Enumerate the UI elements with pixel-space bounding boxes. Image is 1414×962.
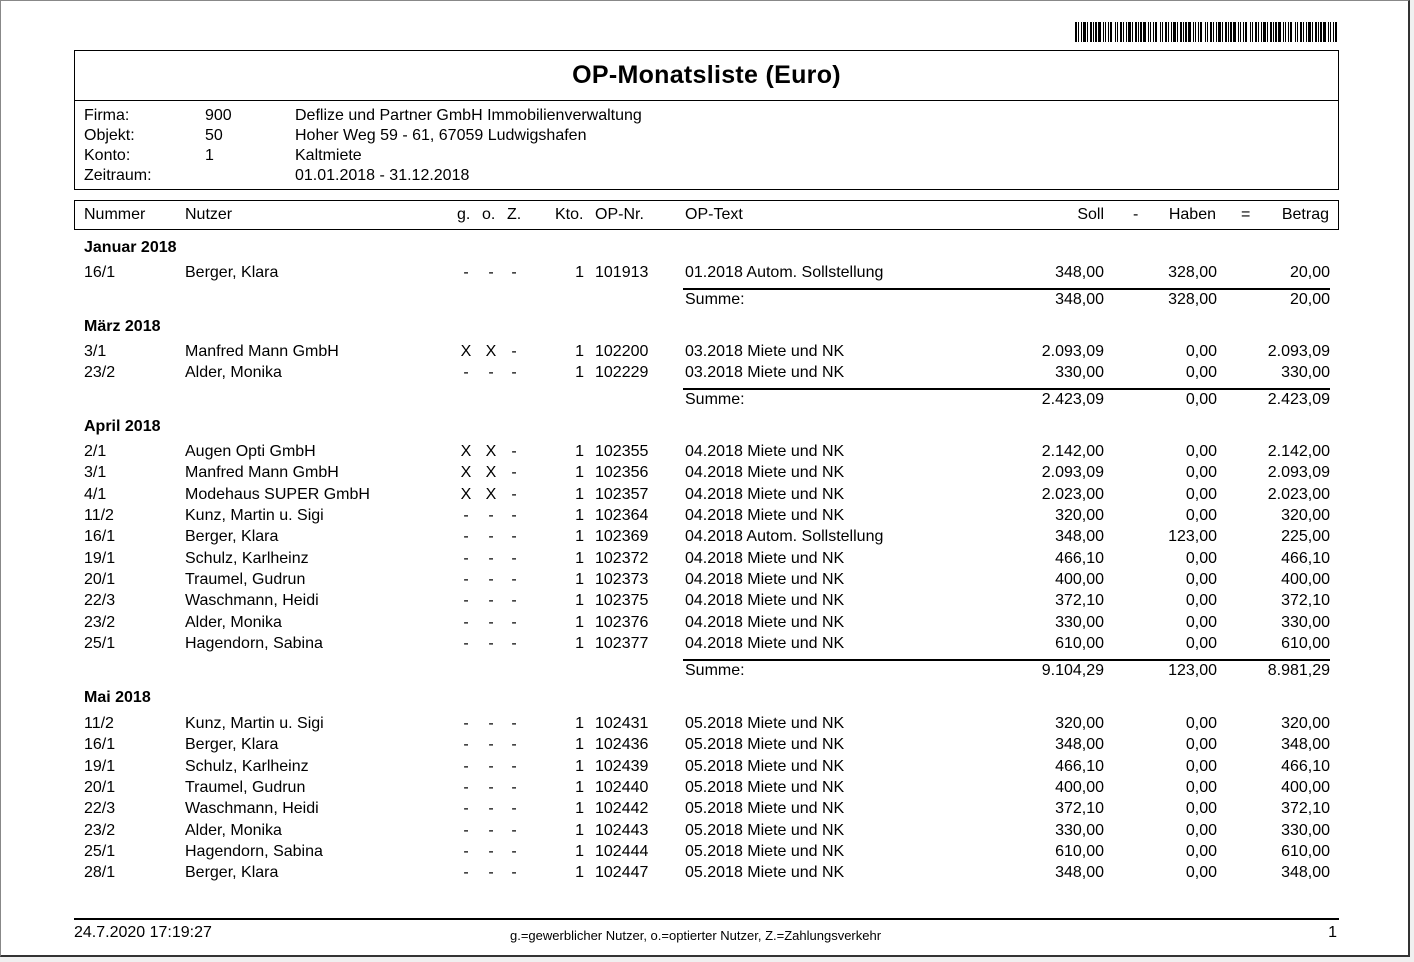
cell-nummer: 3/1	[84, 464, 107, 481]
sum-soll: 348,00	[1055, 291, 1104, 308]
header-value-konto-nr: 1	[205, 147, 214, 164]
cell-opnr: 102372	[595, 550, 649, 567]
cell-g: -	[463, 800, 469, 817]
cell-z: -	[511, 800, 517, 817]
cell-haben: 0,00	[1185, 758, 1217, 775]
cell-optext: 04.2018 Miete und NK	[685, 571, 845, 588]
cell-g: -	[463, 779, 469, 796]
sum-haben: 328,00	[1168, 291, 1217, 308]
header-value-objekt-addr: Hoher Weg 59 - 61, 67059 Ludwigshafen	[295, 127, 587, 144]
cell-o: -	[488, 758, 494, 775]
cell-soll: 330,00	[1055, 822, 1104, 839]
cell-soll: 610,00	[1055, 843, 1104, 860]
cell-z: -	[511, 571, 517, 588]
cell-haben: 0,00	[1185, 507, 1217, 524]
cell-kto: 1	[575, 715, 584, 732]
cell-optext: 03.2018 Miete und NK	[685, 343, 845, 360]
cell-opnr: 102377	[595, 635, 649, 652]
cell-haben: 123,00	[1168, 528, 1217, 545]
sum-divider	[683, 388, 1330, 390]
cell-haben: 0,00	[1185, 843, 1217, 860]
cell-o: -	[488, 736, 494, 753]
cell-kto: 1	[575, 486, 584, 503]
cell-g: -	[463, 507, 469, 524]
cell-nutzer: Berger, Klara	[185, 264, 279, 281]
cell-kto: 1	[575, 550, 584, 567]
cell-soll: 348,00	[1055, 528, 1104, 545]
cell-nutzer: Traumel, Gudrun	[185, 779, 306, 796]
cell-haben: 0,00	[1185, 592, 1217, 609]
cell-betrag: 372,10	[1281, 800, 1330, 817]
header-label-zeitraum: Zeitraum:	[84, 167, 152, 184]
sum-label: Summe:	[685, 291, 745, 308]
col-opnr: OP-Nr.	[595, 206, 644, 223]
cell-opnr: 102369	[595, 528, 649, 545]
cell-g: -	[463, 264, 469, 281]
cell-betrag: 610,00	[1281, 635, 1330, 652]
cell-o: -	[488, 614, 494, 631]
cell-haben: 0,00	[1185, 800, 1217, 817]
cell-haben: 328,00	[1168, 264, 1217, 281]
cell-nummer: 20/1	[84, 779, 116, 796]
cell-betrag: 330,00	[1281, 614, 1330, 631]
cell-nummer: 2/1	[84, 443, 107, 460]
cell-o: X	[485, 443, 497, 460]
cell-betrag: 225,00	[1281, 528, 1330, 545]
cell-opnr: 102431	[595, 715, 649, 732]
cell-optext: 05.2018 Miete und NK	[685, 822, 845, 839]
header-label-objekt: Objekt:	[84, 127, 135, 144]
cell-nutzer: Manfred Mann GmbH	[185, 343, 339, 360]
cell-z: -	[511, 736, 517, 753]
cell-haben: 0,00	[1185, 864, 1217, 881]
cell-optext: 05.2018 Miete und NK	[685, 779, 845, 796]
month-group-title: April 2018	[84, 418, 161, 435]
cell-z: -	[511, 343, 517, 360]
cell-betrag: 348,00	[1281, 736, 1330, 753]
cell-nutzer: Waschmann, Heidi	[185, 592, 319, 609]
cell-soll: 320,00	[1055, 507, 1104, 524]
cell-optext: 04.2018 Miete und NK	[685, 507, 845, 524]
col-g: g.	[457, 206, 471, 223]
cell-o: -	[488, 822, 494, 839]
cell-nutzer: Schulz, Karlheinz	[185, 550, 309, 567]
cell-betrag: 2.093,09	[1267, 464, 1330, 481]
cell-o: X	[485, 486, 497, 503]
cell-betrag: 348,00	[1281, 864, 1330, 881]
cell-kto: 1	[575, 614, 584, 631]
cell-haben: 0,00	[1185, 736, 1217, 753]
cell-optext: 04.2018 Miete und NK	[685, 592, 845, 609]
cell-haben: 0,00	[1185, 779, 1217, 796]
cell-betrag: 610,00	[1281, 843, 1330, 860]
cell-z: -	[511, 550, 517, 567]
cell-z: -	[511, 822, 517, 839]
cell-soll: 320,00	[1055, 715, 1104, 732]
sum-label: Summe:	[685, 391, 745, 408]
cell-opnr: 102357	[595, 486, 649, 503]
col-o: o.	[482, 206, 496, 223]
cell-g: -	[463, 758, 469, 775]
cell-nummer: 16/1	[84, 736, 116, 753]
cell-g: -	[463, 592, 469, 609]
cell-optext: 04.2018 Miete und NK	[685, 550, 845, 567]
cell-kto: 1	[575, 343, 584, 360]
cell-nutzer: Hagendorn, Sabina	[185, 843, 323, 860]
cell-kto: 1	[575, 779, 584, 796]
cell-g: -	[463, 614, 469, 631]
cell-o: X	[485, 343, 497, 360]
cell-opnr: 102447	[595, 864, 649, 881]
sum-label: Summe:	[685, 662, 745, 679]
footer-legend: g.=gewerblicher Nutzer, o.=optierter Nutzer, Z.=Zahlungsverkehr	[510, 928, 882, 943]
sum-betrag: 2.423,09	[1267, 391, 1330, 408]
cell-opnr: 102356	[595, 464, 649, 481]
cell-z: -	[511, 843, 517, 860]
cell-opnr: 102444	[595, 843, 649, 860]
sum-soll: 9.104,29	[1041, 662, 1104, 679]
cell-opnr: 101913	[595, 264, 649, 281]
cell-soll: 330,00	[1055, 614, 1104, 631]
cell-opnr: 102436	[595, 736, 649, 753]
cell-kto: 1	[575, 571, 584, 588]
cell-kto: 1	[575, 507, 584, 524]
cell-soll: 330,00	[1055, 364, 1104, 381]
cell-betrag: 330,00	[1281, 364, 1330, 381]
col-nutzer: Nutzer	[185, 206, 233, 223]
cell-soll: 400,00	[1055, 779, 1104, 796]
cell-g: X	[460, 486, 472, 503]
cell-o: X	[485, 464, 497, 481]
cell-betrag: 320,00	[1281, 507, 1330, 524]
cell-haben: 0,00	[1185, 550, 1217, 567]
cell-kto: 1	[575, 843, 584, 860]
cell-betrag: 372,10	[1281, 592, 1330, 609]
cell-g: -	[463, 635, 469, 652]
cell-g: -	[463, 571, 469, 588]
cell-z: -	[511, 592, 517, 609]
sum-betrag: 8.981,29	[1267, 662, 1330, 679]
cell-opnr: 102229	[595, 364, 649, 381]
cell-soll: 348,00	[1055, 736, 1104, 753]
cell-optext: 05.2018 Miete und NK	[685, 864, 845, 881]
cell-haben: 0,00	[1185, 443, 1217, 460]
cell-haben: 0,00	[1185, 486, 1217, 503]
footer-page-number: 1	[1328, 924, 1337, 941]
cell-haben: 0,00	[1185, 364, 1217, 381]
col-minus: -	[1133, 206, 1139, 223]
cell-nutzer: Traumel, Gudrun	[185, 571, 306, 588]
cell-soll: 2.142,00	[1041, 443, 1104, 460]
cell-soll: 348,00	[1055, 264, 1104, 281]
cell-optext: 04.2018 Miete und NK	[685, 635, 845, 652]
cell-z: -	[511, 443, 517, 460]
cell-kto: 1	[575, 758, 584, 775]
cell-nutzer: Alder, Monika	[185, 614, 282, 631]
cell-o: -	[488, 800, 494, 817]
footer-divider	[74, 918, 1339, 920]
cell-betrag: 2.142,00	[1267, 443, 1330, 460]
month-group-title: Mai 2018	[84, 689, 151, 706]
cell-kto: 1	[575, 864, 584, 881]
col-betrag: Betrag	[1281, 206, 1329, 223]
cell-opnr: 102443	[595, 822, 649, 839]
cell-haben: 0,00	[1185, 822, 1217, 839]
cell-optext: 01.2018 Autom. Sollstellung	[685, 264, 884, 281]
cell-g: X	[460, 343, 472, 360]
cell-nutzer: Alder, Monika	[185, 364, 282, 381]
cell-betrag: 466,10	[1281, 550, 1330, 567]
cell-betrag: 2.023,00	[1267, 486, 1330, 503]
cell-haben: 0,00	[1185, 571, 1217, 588]
cell-kto: 1	[575, 635, 584, 652]
cell-kto: 1	[575, 800, 584, 817]
cell-o: -	[488, 528, 494, 545]
cell-nutzer: Augen Opti GmbH	[185, 443, 316, 460]
header-label-konto: Konto:	[84, 147, 131, 164]
cell-o: -	[488, 635, 494, 652]
cell-optext: 04.2018 Autom. Sollstellung	[685, 528, 884, 545]
cell-nummer: 3/1	[84, 343, 107, 360]
cell-opnr: 102375	[595, 592, 649, 609]
cell-opnr: 102440	[595, 779, 649, 796]
cell-optext: 04.2018 Miete und NK	[685, 464, 845, 481]
cell-z: -	[511, 507, 517, 524]
cell-nummer: 11/2	[84, 715, 114, 732]
cell-g: -	[463, 843, 469, 860]
sum-betrag: 20,00	[1289, 291, 1330, 308]
cell-optext: 05.2018 Miete und NK	[685, 800, 845, 817]
cell-soll: 348,00	[1055, 864, 1104, 881]
cell-nutzer: Kunz, Martin u. Sigi	[185, 715, 324, 732]
cell-opnr: 102439	[595, 758, 649, 775]
cell-o: -	[488, 843, 494, 860]
cell-kto: 1	[575, 443, 584, 460]
cell-z: -	[511, 864, 517, 881]
report-title: OP-Monatsliste (Euro)	[75, 51, 1338, 101]
cell-soll: 2.023,00	[1041, 486, 1104, 503]
cell-opnr: 102373	[595, 571, 649, 588]
cell-kto: 1	[575, 822, 584, 839]
sum-haben: 0,00	[1185, 391, 1217, 408]
cell-nummer: 16/1	[84, 528, 116, 545]
cell-z: -	[511, 635, 517, 652]
month-group-title: März 2018	[84, 318, 161, 335]
cell-o: -	[488, 571, 494, 588]
cell-optext: 05.2018 Miete und NK	[685, 843, 845, 860]
cell-o: -	[488, 715, 494, 732]
cell-nutzer: Berger, Klara	[185, 528, 279, 545]
cell-optext: 03.2018 Miete und NK	[685, 364, 845, 381]
cell-optext: 05.2018 Miete und NK	[685, 736, 845, 753]
cell-g: -	[463, 864, 469, 881]
cell-optext: 04.2018 Miete und NK	[685, 443, 845, 460]
col-optext: OP-Text	[685, 206, 743, 223]
cell-g: -	[463, 550, 469, 567]
col-kto: Kto.	[555, 206, 584, 223]
col-z: Z.	[507, 206, 522, 223]
cell-soll: 2.093,09	[1041, 343, 1104, 360]
cell-haben: 0,00	[1185, 715, 1217, 732]
cell-opnr: 102442	[595, 800, 649, 817]
sum-divider	[683, 288, 1330, 290]
cell-z: -	[511, 758, 517, 775]
cell-opnr: 102355	[595, 443, 649, 460]
cell-kto: 1	[575, 464, 584, 481]
cell-nummer: 4/1	[84, 486, 107, 503]
cell-kto: 1	[575, 264, 584, 281]
cell-z: -	[511, 715, 517, 732]
cell-nummer: 11/2	[84, 507, 114, 524]
cell-haben: 0,00	[1185, 635, 1217, 652]
col-soll: Soll	[1077, 206, 1104, 223]
cell-opnr: 102200	[595, 343, 649, 360]
cell-g: X	[460, 443, 472, 460]
cell-z: -	[511, 614, 517, 631]
cell-nutzer: Waschmann, Heidi	[185, 800, 319, 817]
cell-nutzer: Berger, Klara	[185, 736, 279, 753]
cell-haben: 0,00	[1185, 343, 1217, 360]
cell-optext: 04.2018 Miete und NK	[685, 486, 845, 503]
cell-nutzer: Alder, Monika	[185, 822, 282, 839]
cell-betrag: 20,00	[1289, 264, 1330, 281]
cell-o: -	[488, 507, 494, 524]
cell-nummer: 22/3	[84, 592, 116, 609]
footer-datetime: 24.7.2020 17:19:27	[74, 924, 212, 941]
cell-betrag: 330,00	[1281, 822, 1330, 839]
header-value-konto-name: Kaltmiete	[295, 147, 362, 164]
cell-soll: 372,10	[1055, 800, 1104, 817]
cell-nummer: 20/1	[84, 571, 116, 588]
cell-nummer: 19/1	[84, 758, 116, 775]
cell-nummer: 22/3	[84, 800, 116, 817]
cell-kto: 1	[575, 736, 584, 753]
cell-nummer: 25/1	[84, 843, 116, 860]
cell-z: -	[511, 528, 517, 545]
cell-nutzer: Schulz, Karlheinz	[185, 758, 309, 775]
cell-z: -	[511, 486, 517, 503]
cell-kto: 1	[575, 528, 584, 545]
cell-opnr: 102376	[595, 614, 649, 631]
cell-haben: 0,00	[1185, 614, 1217, 631]
cell-soll: 466,10	[1055, 550, 1104, 567]
cell-nummer: 16/1	[84, 264, 116, 281]
cell-soll: 2.093,09	[1041, 464, 1104, 481]
cell-betrag: 466,10	[1281, 758, 1330, 775]
col-nummer: Nummer	[84, 206, 146, 223]
cell-opnr: 102364	[595, 507, 649, 524]
cell-o: -	[488, 864, 494, 881]
cell-g: -	[463, 715, 469, 732]
cell-g: X	[460, 464, 472, 481]
cell-z: -	[511, 464, 517, 481]
cell-g: -	[463, 736, 469, 753]
cell-g: -	[463, 528, 469, 545]
cell-nummer: 19/1	[84, 550, 116, 567]
cell-nutzer: Manfred Mann GmbH	[185, 464, 339, 481]
cell-betrag: 2.093,09	[1267, 343, 1330, 360]
cell-haben: 0,00	[1185, 464, 1217, 481]
cell-optext: 05.2018 Miete und NK	[685, 758, 845, 775]
sum-soll: 2.423,09	[1041, 391, 1104, 408]
header-value-objekt-nr: 50	[205, 127, 223, 144]
cell-g: -	[463, 822, 469, 839]
header-value-firma-name: Deflize und Partner GmbH Immobilienverwaltung	[295, 107, 642, 124]
cell-z: -	[511, 364, 517, 381]
cell-nummer: 23/2	[84, 822, 116, 839]
col-haben: Haben	[1168, 206, 1216, 223]
cell-optext: 05.2018 Miete und NK	[685, 715, 845, 732]
cell-o: -	[488, 779, 494, 796]
cell-nutzer: Kunz, Martin u. Sigi	[185, 507, 324, 524]
cell-nutzer: Hagendorn, Sabina	[185, 635, 323, 652]
header-value-zeitraum: 01.01.2018 - 31.12.2018	[295, 167, 470, 184]
cell-optext: 04.2018 Miete und NK	[685, 614, 845, 631]
sum-divider	[683, 659, 1330, 661]
cell-betrag: 400,00	[1281, 779, 1330, 796]
cell-nummer: 23/2	[84, 364, 116, 381]
cell-o: -	[488, 264, 494, 281]
cell-betrag: 320,00	[1281, 715, 1330, 732]
col-eq: =	[1241, 206, 1251, 223]
cell-betrag: 400,00	[1281, 571, 1330, 588]
cell-nutzer: Modehaus SUPER GmbH	[185, 486, 370, 503]
cell-soll: 400,00	[1055, 571, 1104, 588]
cell-kto: 1	[575, 364, 584, 381]
cell-o: -	[488, 550, 494, 567]
cell-z: -	[511, 779, 517, 796]
cell-nutzer: Berger, Klara	[185, 864, 279, 881]
cell-soll: 466,10	[1055, 758, 1104, 775]
month-group-title: Januar 2018	[84, 239, 177, 256]
sum-haben: 123,00	[1168, 662, 1217, 679]
cell-nummer: 25/1	[84, 635, 116, 652]
cell-g: -	[463, 364, 469, 381]
cell-o: -	[488, 592, 494, 609]
cell-z: -	[511, 264, 517, 281]
cell-soll: 372,10	[1055, 592, 1104, 609]
cell-nummer: 28/1	[84, 864, 116, 881]
cell-o: -	[488, 364, 494, 381]
cell-soll: 610,00	[1055, 635, 1104, 652]
header-label-firma: Firma:	[84, 107, 130, 124]
header-value-firma-nr: 900	[205, 107, 232, 124]
report-body	[1, 1, 1408, 955]
cell-nummer: 23/2	[84, 614, 116, 631]
cell-kto: 1	[575, 592, 584, 609]
